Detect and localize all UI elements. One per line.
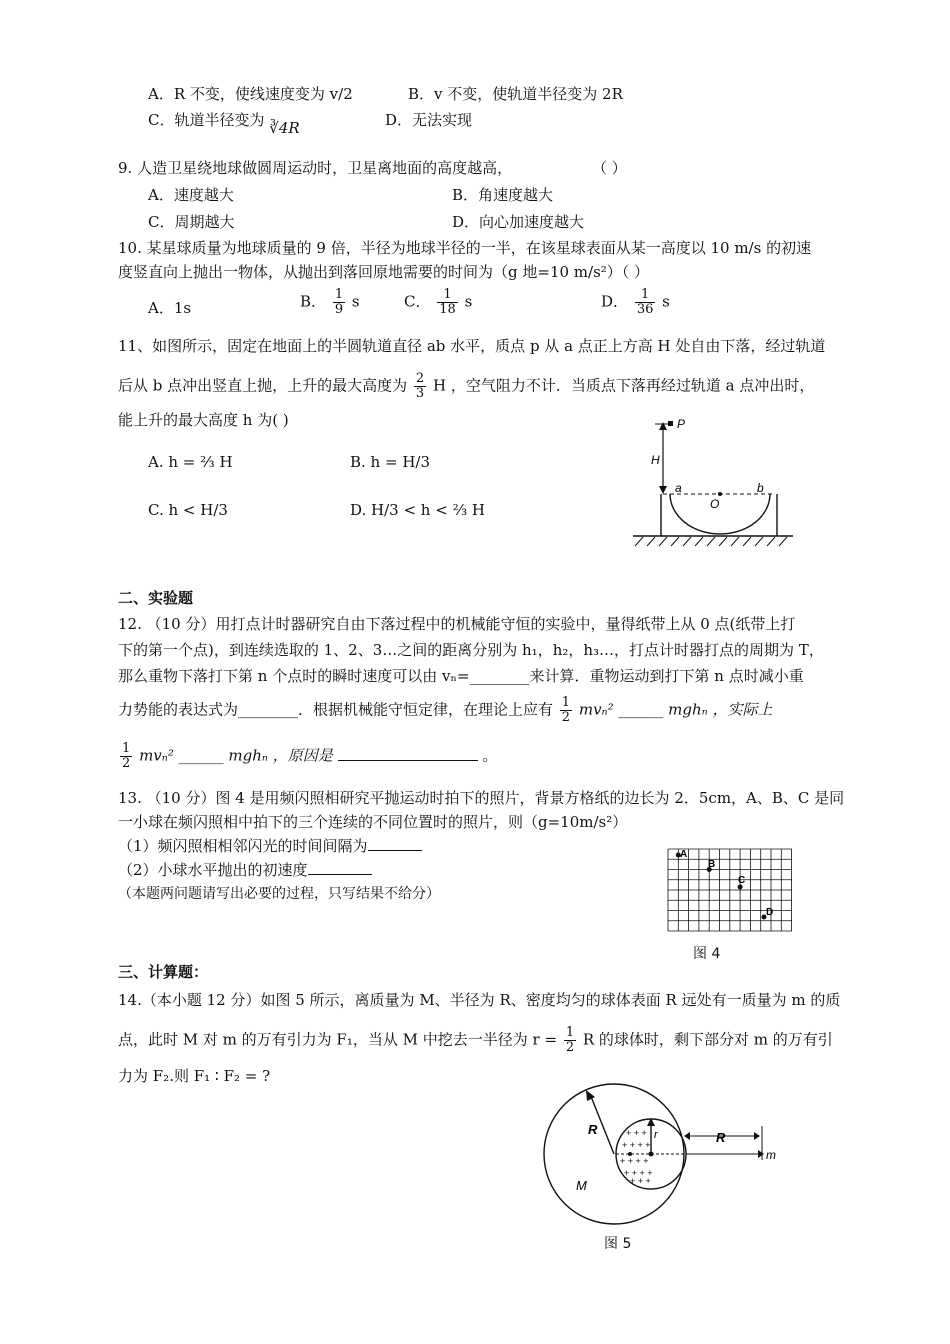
q10-option-b-label: B． (300, 292, 327, 311)
q13-line1: 13. （10 分）图 4 是用频闪照相研究平抛运动时拍下的照片，背景方格纸的边长为 2．5cm，A、B、C 是同 (118, 789, 845, 807)
q11-line2 (118, 372, 814, 401)
q12-line2: 下的第一个点)，到连续选取的 1、2、3…之间的距离分别为 h₁，h₂，h₃…，打点计时器打点的周期为 T， (118, 641, 824, 659)
q13-fig-label-b: B (708, 859, 716, 870)
q11-fig-label-h: H (651, 453, 660, 467)
q14-fig-caption: 图 5 (604, 1236, 632, 1252)
q13-item1-blank[interactable] (368, 836, 422, 851)
q13-fig-label-d: D (766, 907, 774, 918)
q10-line1: 10. 某星球质量为地球质量的 9 倍，半径为地球半径的一半，在该星球表面从某一高度以 10 m/s 的初速 (118, 239, 812, 257)
q8-option-c-prefix: C．轨道半径变为 (148, 111, 265, 129)
q9-option-a: A．速度越大 (148, 186, 234, 204)
q10-option-a: A．1s (148, 299, 192, 317)
q13-item2 (118, 860, 372, 880)
q11-figure (625, 412, 800, 552)
q12-line4-text-a: 力势能的表达式为________．根据机械能守恒定律，在理论上应有 (118, 700, 554, 719)
q14-fig-label-m: m (766, 1148, 776, 1162)
svg-text:+ + + +: + + + + (620, 1156, 649, 1166)
q14-fig-label-r: r (654, 1129, 658, 1141)
q12-line4 (118, 696, 773, 725)
q8-option-d: D．无法实现 (385, 111, 473, 129)
q9-stem: 9. 人造卫星绕地球做圆周运动时，卫星离地面的高度越高， (118, 159, 513, 177)
q10-option-c-label: C． (404, 292, 431, 311)
q13-fig-label-a: A (680, 849, 688, 860)
section-3-title: 三、计算题： (118, 963, 209, 981)
q14-fig-label-R2: R (716, 1130, 726, 1145)
q13-item1-text: （1）频闪照相相邻闪光的时间间隔为 (118, 837, 368, 855)
q9-bracket: （ ） (592, 159, 627, 177)
q14-fig-label-M: M (576, 1178, 587, 1193)
q8-option-a: A．R 不变，使线速度变为 v/2 (148, 85, 353, 103)
q13-fig-label-c: C (738, 875, 746, 886)
q9-option-d: D．向心加速度越大 (452, 213, 585, 231)
q10-option-c (404, 288, 472, 317)
q11-fig-label-b: b (757, 481, 764, 495)
q11-line2-text-a: 后从 b 点冲出竖直上抛，上升的最大高度为 (118, 376, 408, 395)
q14-line3: 力为 F₂.则 F₁ ∶ F₂ = ? (118, 1067, 271, 1085)
q10-option-c-frac: $\frac{1}{18}$ (439, 287, 456, 317)
q9-option-b: B．角速度越大 (452, 186, 554, 204)
q11-fig-label-o: O (710, 497, 720, 511)
q12-half-frac-2: $\frac{1}{2}$ (122, 741, 131, 771)
q11-option-a: A. h = ⅔ H (148, 453, 233, 471)
svg-text:+ + + +: + + + + (624, 1168, 653, 1178)
q10-option-d-unit: s (662, 292, 670, 311)
q10-option-d-frac: $\frac{1}{36}$ (636, 287, 654, 317)
q12-half-frac: $\frac{1}{2}$ (561, 695, 571, 725)
q13-item1 (118, 836, 422, 856)
q8-option-c-expr: ∛4R (269, 119, 300, 137)
q12-line4-text-b: mvₙ² ______ mghₙ ，实际上 (578, 700, 773, 719)
q12-line3: 那么重物下落打下第 n 个点时的瞬时速度可以由 vₙ=________来计算．重物运动到打下第 n 点时减小重 (118, 667, 804, 685)
q11-fig-label-p: P (677, 417, 686, 431)
q13-item2-text: （2）小球水平抛出的初速度 (118, 861, 308, 879)
q12-line1: 12. （10 分）用打点计时器研究自由下落过程中的机械能守恒的实验中，量得纸带上从 0 点(纸带上打 (118, 615, 796, 633)
q14-fig-label-R1: R (588, 1122, 598, 1137)
q14-line2-text-a: 点，此时 M 对 m 的万有引力为 F₁，当从 M 中挖去一半径为 r = (118, 1030, 558, 1049)
q11-frac: $\frac{2}{3}$ (415, 371, 425, 401)
q11-line1: 11、如图所示，固定在地面上的半圆轨道直径 ab 水平，质点 p 从 a 点正上方高 H 处自由下落，经过轨道 (118, 337, 826, 355)
q14-line2-text-b: R 的球体时，剩下部分对 m 的万有引 (582, 1030, 833, 1049)
q14-line1: 14.（本小题 12 分）如图 5 所示，离质量为 M、半径为 R、密度均匀的球体表面 R 远处有一质量为 m 的质 (118, 991, 841, 1009)
q8-option-b: B．v 不变，使轨道半径变为 2R (408, 85, 623, 103)
q14-figure (540, 1080, 795, 1230)
q10-option-b-unit: s (351, 292, 360, 311)
q11-option-d: D. H/3 < h < ⅔ H (350, 501, 485, 519)
q10-option-b-frac: $\frac{1}{9}$ (334, 287, 344, 317)
q12-line5 (118, 742, 497, 771)
q10-option-d-label: D． (601, 292, 629, 311)
svg-text:+ + +: + + + (630, 1176, 651, 1186)
q13-item2-blank[interactable] (308, 860, 372, 875)
svg-text:+ + + +: + + + + (622, 1140, 651, 1150)
q10-option-b (300, 288, 360, 317)
q12-line5-text-b: 。 (482, 746, 498, 765)
q10-option-c-unit: s (464, 292, 473, 311)
svg-text:+ + +: + + + (626, 1128, 647, 1138)
q14-frac: $\frac{1}{2}$ (565, 1025, 575, 1055)
q13-fig-caption: 图 4 (693, 946, 721, 962)
q13-grid-figure (666, 847, 794, 935)
q13-note: （本题两问题请写出必要的过程，只写结果不给分） (118, 886, 440, 902)
q13-line2: 一小球在频闪照相中拍下的三个连续的不同位置时的照片，则（g=10m/s²） (118, 813, 628, 831)
section-2-title: 二、实验题 (118, 589, 194, 607)
q8-option-c (148, 110, 300, 137)
q14-line2 (118, 1026, 833, 1055)
q10-line2: 度竖直向上抛出一物体，从抛出到落回原地需要的时间为（g 地=10 m/s²）（ ） (118, 263, 650, 281)
q11-line3: 能上升的最大高度 h 为( ) (118, 411, 289, 429)
q11-option-b: B. h = H/3 (350, 453, 431, 471)
q11-option-c: C. h < H/3 (148, 501, 228, 519)
q10-option-d (601, 288, 670, 317)
q12-line5-text-a: mvₙ² ______ mghₙ ，原因是 (139, 746, 333, 765)
q9-option-c: C．周期越大 (148, 213, 235, 231)
q11-fig-label-a: a (675, 481, 682, 495)
q11-line2-text-b: H ，空气阻力不计．当质点下落再经过轨道 a 点冲出时， (432, 376, 815, 395)
q12-reason-blank[interactable] (338, 746, 478, 761)
